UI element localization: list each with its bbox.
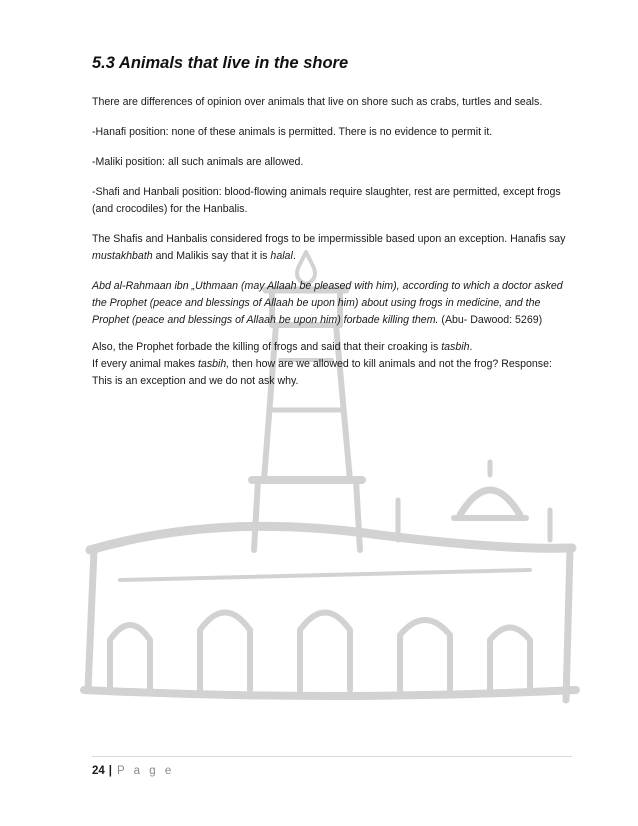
text-segment: The Shafis and Hanbalis considered frogs to be impermissible based upon an exception. Hanafis say [92,233,566,245]
paragraph-hadith [92,278,572,329]
text-segment: . [292,250,296,262]
term-mustakhbath: mustakhbath [92,250,153,262]
paragraph-frogs-exception [92,231,572,265]
text-segment: then how are we allowed to kill animals and not the frog? Response: This is an exception and we do not ask why. [92,358,552,387]
page-footer [92,756,572,779]
text-segment: If every animal makes [92,358,198,370]
paragraph-maliki: -Maliki position: all such animals are allowed. [92,156,304,168]
text-segment: . [469,341,473,353]
page-content [92,52,572,390]
section-heading: 5.3 Animals that live in the shore [92,54,349,72]
text-segment: Also, the Prophet forbade the killing of frogs and said that their croaking is [92,341,442,353]
page-number: 24 [92,765,105,777]
text-segment: and Malikis say that it is [152,250,271,262]
footer-separator: | [108,765,113,777]
term-tasbih: tasbih [441,341,470,353]
paragraph-shafi-hanbali: -Shafi and Hanbali position: blood-flowing animals require slaughter, rest are permitted, except frogs (and crocodiles) for the Hanbalis. [92,186,561,215]
term-halal: halal [270,250,293,262]
hadith-quote: Abd al-Rahmaan ibn „Uthmaan (may Allaah be pleased with him), according to which a doctor asked the Prophet (peace and blessings of Allaah be upon him) about using frogs in medicine, and the Prophet (peace and blessings of Allaah be upon him) forbade killing them. [92,280,563,326]
paragraph-response [92,356,572,390]
hadith-citation: (Abu- Dawood: 5269) [438,314,543,326]
paragraph-croaking [92,339,572,356]
paragraph-hanafi: -Hanafi position: none of these animals is permitted. There is no evidence to permit it. [92,126,493,138]
paragraph-intro: There are differences of opinion over animals that live on shore such as crabs, turtles and seals. [92,96,543,108]
page-label: P a g e [117,765,175,777]
term-tasbih-2: tasbih, [197,358,230,370]
